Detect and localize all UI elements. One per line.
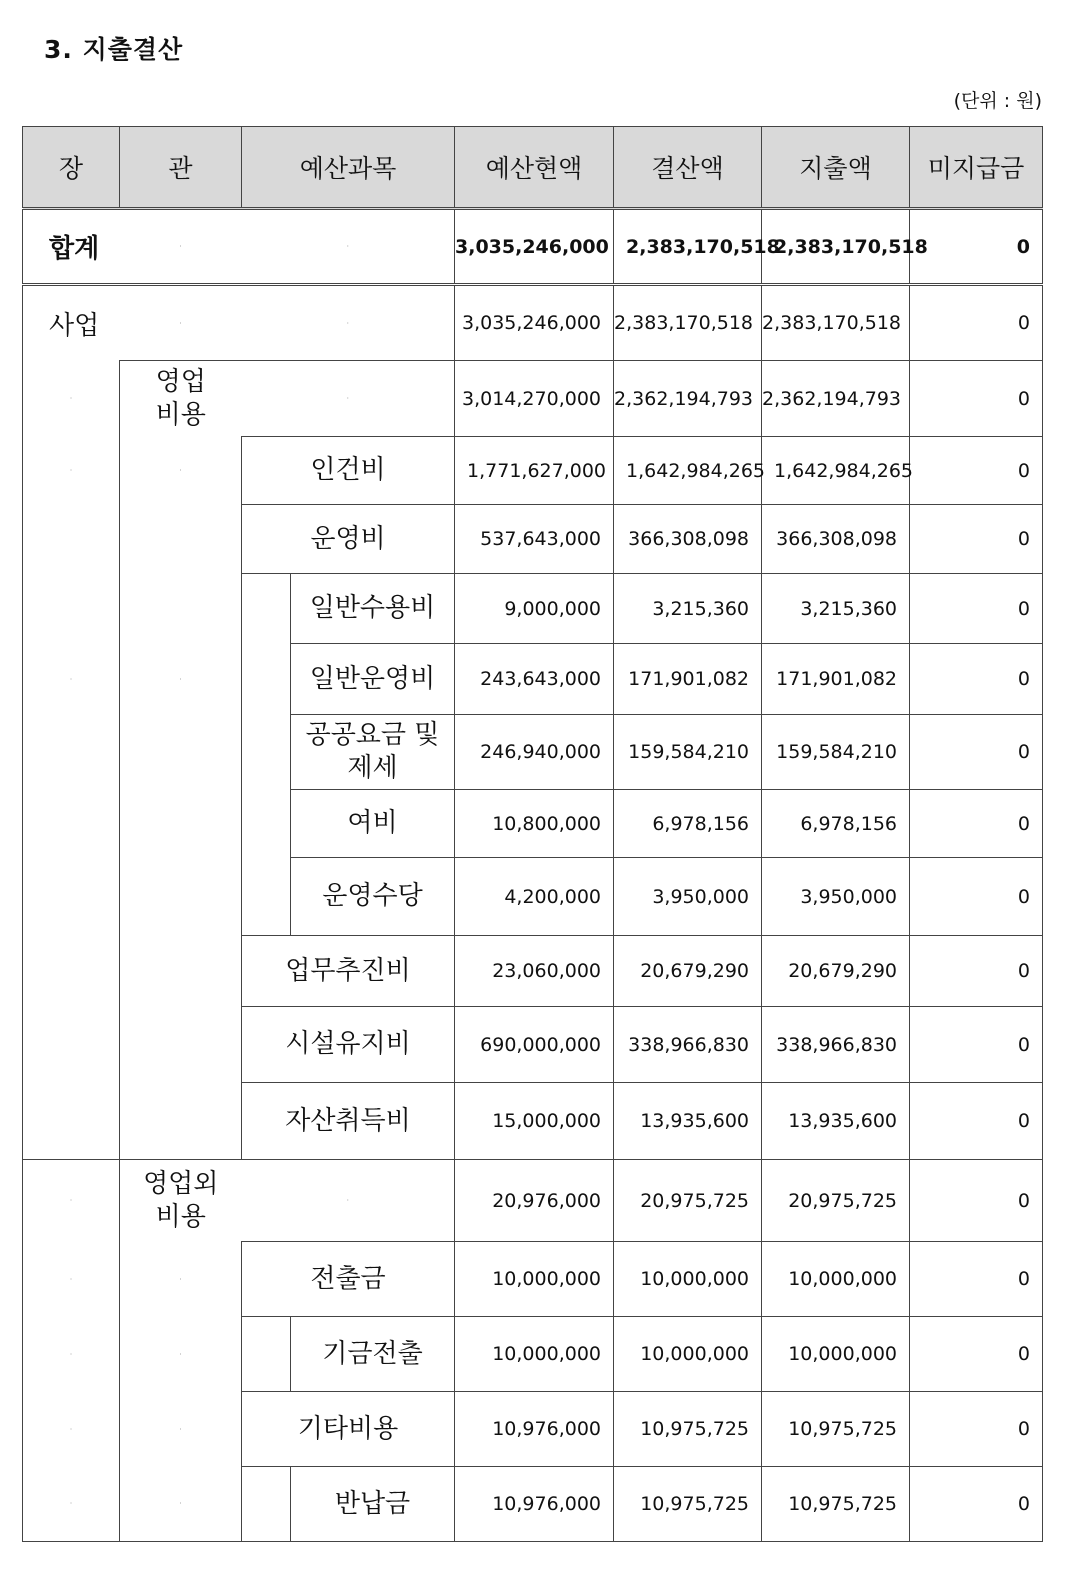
blank-cell bbox=[23, 858, 120, 936]
table-row-business bbox=[23, 285, 1043, 361]
travel-budget: 10,800,000 bbox=[455, 790, 614, 858]
other-settled: 10,975,725 bbox=[614, 1392, 762, 1467]
table-row-refund bbox=[23, 1467, 1043, 1542]
operating-label bbox=[120, 361, 242, 437]
operating-unpaid: 0 bbox=[910, 361, 1043, 437]
operating-spent: 2,362,194,793 bbox=[762, 361, 910, 437]
blank-cell bbox=[23, 715, 120, 790]
promotion-unpaid: 0 bbox=[910, 936, 1043, 1007]
fund-transfer-settled: 10,000,000 bbox=[614, 1317, 762, 1392]
allowance-unpaid: 0 bbox=[910, 858, 1043, 936]
other-label: 기타비용 bbox=[242, 1392, 455, 1467]
facility-budget: 690,000,000 bbox=[455, 1007, 614, 1083]
personnel-label: 인건비 bbox=[242, 437, 455, 505]
allowance-settled: 3,950,000 bbox=[614, 858, 762, 936]
operating-budget: 3,014,270,000 bbox=[455, 361, 614, 437]
allowance-budget: 4,200,000 bbox=[455, 858, 614, 936]
business-unpaid: 0 bbox=[910, 285, 1043, 361]
asset-unpaid: 0 bbox=[910, 1083, 1043, 1160]
utilities-label-line1: 공공요금 및 bbox=[305, 720, 440, 750]
business-settled: 2,383,170,518 bbox=[614, 285, 762, 361]
transfer-unpaid: 0 bbox=[910, 1242, 1043, 1317]
table-row-general-operation bbox=[23, 644, 1043, 715]
blank-cell bbox=[120, 790, 242, 858]
placeholder-dot: · bbox=[23, 1160, 120, 1242]
indent-cell bbox=[242, 715, 291, 790]
placeholder-dot: · bbox=[23, 1317, 120, 1392]
fund-transfer-budget: 10,000,000 bbox=[455, 1317, 614, 1392]
blank-cell bbox=[23, 1007, 120, 1083]
table-row-non-operating bbox=[23, 1160, 1043, 1242]
general-supplies-settled: 3,215,360 bbox=[614, 574, 762, 644]
non-operating-label-line1: 영업외 bbox=[143, 1168, 219, 1199]
non-operating-settled: 20,975,725 bbox=[614, 1160, 762, 1242]
table-row-allowance bbox=[23, 858, 1043, 936]
refund-budget: 10,976,000 bbox=[455, 1467, 614, 1542]
placeholder-dot: · bbox=[242, 1160, 455, 1242]
blank-cell bbox=[120, 858, 242, 936]
allowance-label: 운영수당 bbox=[291, 858, 455, 936]
blank-cell bbox=[23, 790, 120, 858]
blank-cell bbox=[120, 505, 242, 574]
other-unpaid: 0 bbox=[910, 1392, 1043, 1467]
table-row-asset bbox=[23, 1083, 1043, 1160]
table-row-promotion bbox=[23, 936, 1043, 1007]
total-label: 합계 bbox=[23, 209, 120, 285]
personnel-settled: 1,642,984,265 bbox=[614, 437, 762, 505]
placeholder-dot: · bbox=[120, 285, 242, 361]
general-supplies-budget: 9,000,000 bbox=[455, 574, 614, 644]
total-budget: 3,035,246,000 bbox=[455, 209, 614, 285]
placeholder-dot: · bbox=[23, 1242, 120, 1317]
blank-cell bbox=[120, 1007, 242, 1083]
fund-transfer-label: 기금전출 bbox=[291, 1317, 455, 1392]
table-row-operation bbox=[23, 505, 1043, 574]
operating-settled: 2,362,194,793 bbox=[614, 361, 762, 437]
blank-cell bbox=[23, 936, 120, 1007]
indent-cell bbox=[242, 1467, 291, 1542]
placeholder-dot: · bbox=[120, 209, 242, 285]
other-budget: 10,976,000 bbox=[455, 1392, 614, 1467]
table-row-general-supplies bbox=[23, 574, 1043, 644]
indent-cell bbox=[242, 644, 291, 715]
travel-spent: 6,978,156 bbox=[762, 790, 910, 858]
placeholder-dot: · bbox=[120, 1317, 242, 1392]
operating-label-line1: 영업 bbox=[155, 366, 206, 397]
blank-cell bbox=[23, 1083, 120, 1160]
general-supplies-spent: 3,215,360 bbox=[762, 574, 910, 644]
general-operation-spent: 171,901,082 bbox=[762, 644, 910, 715]
placeholder-dot: · bbox=[120, 644, 242, 715]
header-budget: 예산현액 bbox=[455, 127, 614, 209]
personnel-budget: 1,771,627,000 bbox=[455, 437, 614, 505]
facility-spent: 338,966,830 bbox=[762, 1007, 910, 1083]
blank-cell bbox=[120, 936, 242, 1007]
promotion-spent: 20,679,290 bbox=[762, 936, 910, 1007]
asset-settled: 13,935,600 bbox=[614, 1083, 762, 1160]
placeholder-dot: · bbox=[23, 437, 120, 505]
placeholder-dot: · bbox=[120, 1242, 242, 1317]
travel-unpaid: 0 bbox=[910, 790, 1043, 858]
placeholder-dot: · bbox=[120, 1392, 242, 1467]
business-spent: 2,383,170,518 bbox=[762, 285, 910, 361]
blank-cell bbox=[120, 574, 242, 644]
table-row-other bbox=[23, 1392, 1043, 1467]
table-row-fund-transfer bbox=[23, 1317, 1043, 1392]
refund-label: 반납금 bbox=[291, 1467, 455, 1542]
personnel-unpaid: 0 bbox=[910, 437, 1043, 505]
utilities-budget: 246,940,000 bbox=[455, 715, 614, 790]
personnel-spent: 1,642,984,265 bbox=[762, 437, 910, 505]
header-gwan: 관 bbox=[120, 127, 242, 209]
general-operation-budget: 243,643,000 bbox=[455, 644, 614, 715]
asset-spent: 13,935,600 bbox=[762, 1083, 910, 1160]
transfer-budget: 10,000,000 bbox=[455, 1242, 614, 1317]
placeholder-dot: · bbox=[242, 361, 455, 437]
placeholder-dot: · bbox=[120, 437, 242, 505]
page-title: 3. 지출결산 bbox=[44, 35, 184, 64]
general-operation-unpaid: 0 bbox=[910, 644, 1043, 715]
business-budget: 3,035,246,000 bbox=[455, 285, 614, 361]
refund-settled: 10,975,725 bbox=[614, 1467, 762, 1542]
total-settled: 2,383,170,518 bbox=[614, 209, 762, 285]
asset-budget: 15,000,000 bbox=[455, 1083, 614, 1160]
indent-cell bbox=[242, 790, 291, 858]
header-jang: 장 bbox=[23, 127, 120, 209]
table-row-personnel bbox=[23, 437, 1043, 505]
asset-label: 자산취득비 bbox=[242, 1083, 455, 1160]
indent-cell bbox=[242, 574, 291, 644]
placeholder-dot: · bbox=[23, 361, 120, 437]
transfer-settled: 10,000,000 bbox=[614, 1242, 762, 1317]
table-row-utilities bbox=[23, 715, 1043, 790]
expenditure-table bbox=[22, 126, 1043, 1542]
total-unpaid: 0 bbox=[910, 209, 1043, 285]
utilities-settled: 159,584,210 bbox=[614, 715, 762, 790]
blank-cell bbox=[23, 574, 120, 644]
facility-label: 시설유지비 bbox=[242, 1007, 455, 1083]
placeholder-dot: · bbox=[23, 644, 120, 715]
blank-cell bbox=[120, 715, 242, 790]
operation-spent: 366,308,098 bbox=[762, 505, 910, 574]
operating-label-line2: 비용 bbox=[155, 399, 206, 430]
promotion-budget: 23,060,000 bbox=[455, 936, 614, 1007]
utilities-label bbox=[291, 715, 455, 790]
table-row-operating bbox=[23, 361, 1043, 437]
fund-transfer-spent: 10,000,000 bbox=[762, 1317, 910, 1392]
operation-label: 운영비 bbox=[242, 505, 455, 574]
utilities-unpaid: 0 bbox=[910, 715, 1043, 790]
other-spent: 10,975,725 bbox=[762, 1392, 910, 1467]
blank-cell bbox=[120, 1083, 242, 1160]
general-supplies-label: 일반수용비 bbox=[291, 574, 455, 644]
travel-label: 여비 bbox=[291, 790, 455, 858]
unit-label: (단위 : 원) bbox=[953, 90, 1042, 112]
placeholder-dot: · bbox=[242, 285, 455, 361]
transfer-label: 전출금 bbox=[242, 1242, 455, 1317]
non-operating-label-line2: 비용 bbox=[155, 1201, 206, 1232]
refund-unpaid: 0 bbox=[910, 1467, 1043, 1542]
placeholder-dot: · bbox=[120, 1467, 242, 1542]
non-operating-budget: 20,976,000 bbox=[455, 1160, 614, 1242]
header-spent: 지출액 bbox=[762, 127, 910, 209]
travel-settled: 6,978,156 bbox=[614, 790, 762, 858]
promotion-label: 업무추진비 bbox=[242, 936, 455, 1007]
table-row-travel bbox=[23, 790, 1043, 858]
transfer-spent: 10,000,000 bbox=[762, 1242, 910, 1317]
promotion-settled: 20,679,290 bbox=[614, 936, 762, 1007]
table-row-facility bbox=[23, 1007, 1043, 1083]
header-settled: 결산액 bbox=[614, 127, 762, 209]
non-operating-spent: 20,975,725 bbox=[762, 1160, 910, 1242]
allowance-spent: 3,950,000 bbox=[762, 858, 910, 936]
utilities-spent: 159,584,210 bbox=[762, 715, 910, 790]
fund-transfer-unpaid: 0 bbox=[910, 1317, 1043, 1392]
placeholder-dot: · bbox=[242, 209, 455, 285]
non-operating-label bbox=[120, 1160, 242, 1242]
table-row-total bbox=[23, 209, 1043, 285]
header-item: 예산과목 bbox=[242, 127, 455, 209]
operation-settled: 366,308,098 bbox=[614, 505, 762, 574]
non-operating-unpaid: 0 bbox=[910, 1160, 1043, 1242]
utilities-label-line2: 제세 bbox=[347, 753, 398, 783]
facility-settled: 338,966,830 bbox=[614, 1007, 762, 1083]
header-unpaid: 미지급금 bbox=[910, 127, 1043, 209]
business-label: 사업 bbox=[23, 285, 120, 361]
blank-cell bbox=[23, 505, 120, 574]
general-operation-label: 일반운영비 bbox=[291, 644, 455, 715]
refund-spent: 10,975,725 bbox=[762, 1467, 910, 1542]
general-supplies-unpaid: 0 bbox=[910, 574, 1043, 644]
indent-cell bbox=[242, 1317, 291, 1392]
total-spent: 2,383,170,518 bbox=[762, 209, 910, 285]
placeholder-dot: · bbox=[23, 1392, 120, 1467]
table-row-transfer bbox=[23, 1242, 1043, 1317]
header-row bbox=[23, 127, 1043, 209]
operation-unpaid: 0 bbox=[910, 505, 1043, 574]
facility-unpaid: 0 bbox=[910, 1007, 1043, 1083]
general-operation-settled: 171,901,082 bbox=[614, 644, 762, 715]
indent-cell bbox=[242, 858, 291, 936]
operation-budget: 537,643,000 bbox=[455, 505, 614, 574]
placeholder-dot: · bbox=[23, 1467, 120, 1542]
